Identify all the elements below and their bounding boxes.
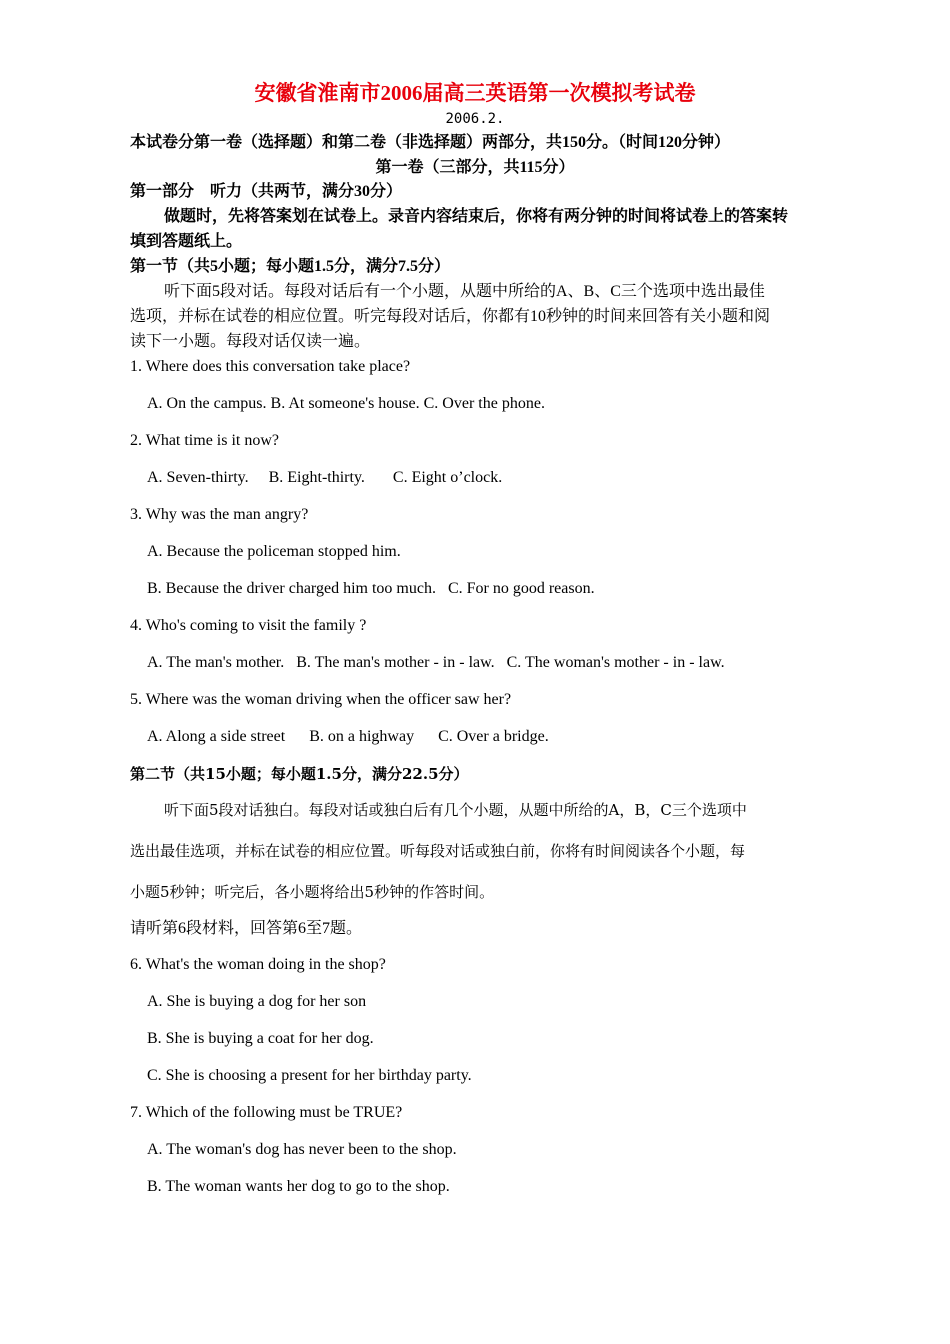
part-one-heading: 第一部分 听力（共两节，满分30分）	[130, 183, 403, 200]
exam-title: 安徽省淮南市2006届高三英语第一次模拟考试卷	[254, 81, 696, 105]
question-option: B. Because the driver charged him too much. C. For no good reason.	[147, 580, 595, 597]
exam-date: 2006.2.	[445, 111, 505, 127]
question-stem: 7. Which of the following must be TRUE?	[130, 1104, 403, 1121]
section-one-directions-3: 读下一小题。每段对话仅读一遍。	[130, 333, 371, 350]
instruction-line-2: 填到答题纸上。	[130, 233, 243, 250]
question-stem: 2. What time is it now?	[130, 432, 280, 449]
volume-one-heading: 第一卷（三部分，共115分）	[375, 159, 575, 176]
question-option: C. She is choosing a present for her birthday party.	[147, 1067, 472, 1084]
question-options: A. The man's mother. B. The man's mother - in - law. C. The woman's mother - in - law.	[147, 654, 725, 671]
exam-structure-note: 本试卷分第一卷（选择题）和第二卷（非选择题）两部分，共150分。（时间120分钟）	[130, 134, 731, 151]
question-option: A. Because the policeman stopped him.	[147, 543, 401, 560]
question-stem: 5. Where was the woman driving when the officer saw her?	[130, 691, 512, 708]
question-option: A. The woman's dog has never been to the shop.	[147, 1141, 457, 1158]
question-options: A. Seven-thirty. B. Eight-thirty. C. Eight o’clock.	[147, 469, 503, 486]
section-one-heading: 第一节（共5小题；每小题1.5分，满分7.5分）	[130, 258, 451, 275]
question-option: B. The woman wants her dog to go to the shop.	[147, 1178, 450, 1195]
question-stem: 4. Who's coming to visit the family ?	[130, 617, 367, 634]
section-two-directions-3: 小题5秒钟；听完后，各小题将给出5秒钟的作答时间。	[130, 883, 495, 901]
section-one-directions-2: 选项，并标在试卷的相应位置。听完每段对话后，你都有10秒钟的时间来回答有关小题和阅	[130, 308, 771, 325]
section-two-directions-2: 选出最佳选项，并标在试卷的相应位置。听每段对话或独白前，你将有时间阅读各个小题，每	[130, 842, 746, 860]
instruction-line-1: 做题时，先将答案划在试卷上。录音内容结束后，你将有两分钟的时间将试卷上的答案转	[164, 208, 789, 225]
section-two-directions-1: 听下面5段对话独白。每段对话或独白后有几个小题，从题中所给的A，B，C三个选项中	[164, 801, 747, 819]
question-stem: 6. What's the woman doing in the shop?	[130, 956, 386, 973]
question-options: A. On the campus. B. At someone's house. C. Over the phone.	[147, 395, 545, 412]
question-stem: 1. Where does this conversation take place?	[130, 358, 411, 375]
section-one-directions-1: 听下面5段对话。每段对话后有一个小题，从题中所给的A、B、C三个选项中选出最佳	[164, 283, 765, 300]
question-options: A. Along a side street B. on a highway C. Over a bridge.	[147, 728, 549, 745]
question-stem: 3. Why was the man angry?	[130, 506, 309, 523]
question-option: A. She is buying a dog for her son	[147, 993, 367, 1010]
section-two-heading: 第二节（共15小题；每小题1.5分，满分22.5分）	[130, 765, 469, 783]
question-option: B. She is buying a coat for her dog.	[147, 1030, 374, 1047]
material-note: 请听第6段材料，回答第6至7题。	[130, 920, 363, 937]
